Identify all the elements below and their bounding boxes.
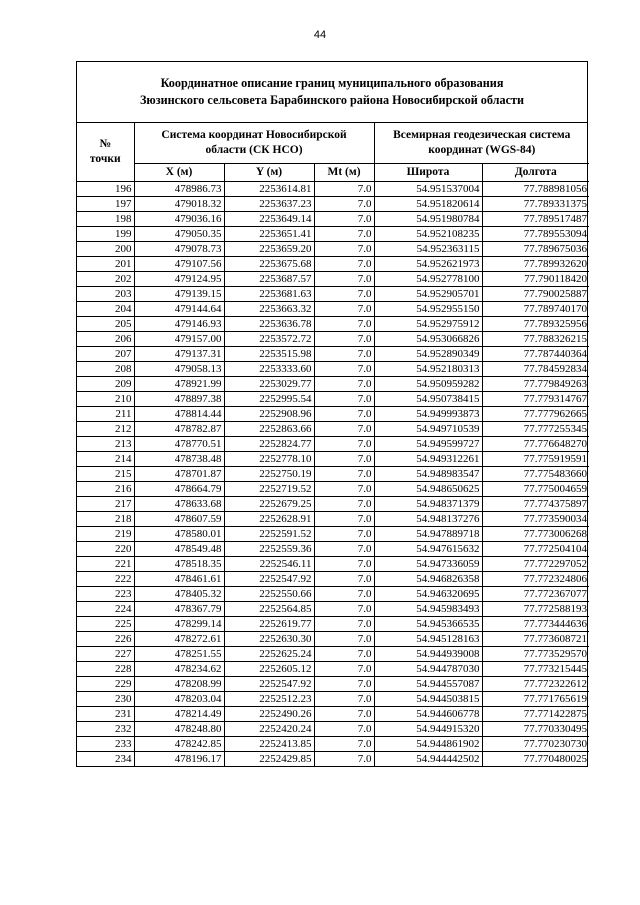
y-cell: 2253637.23 (224, 196, 314, 211)
table-row (77, 556, 589, 571)
longitude-cell: 77.770330495 (482, 721, 589, 736)
latitude-cell: 54.952905701 (374, 286, 482, 301)
x-cell: 478738.48 (134, 451, 224, 466)
latitude-cell: 54.951820614 (374, 196, 482, 211)
latitude-cell: 54.951980784 (374, 211, 482, 226)
table-row (77, 751, 589, 766)
y-cell: 2252863.66 (224, 421, 314, 436)
x-cell: 478633.68 (134, 496, 224, 511)
table-row (77, 496, 589, 511)
table-row (77, 706, 589, 721)
x-cell: 478986.73 (134, 181, 224, 196)
y-cell: 2253333.60 (224, 361, 314, 376)
latitude-cell: 54.953066826 (374, 331, 482, 346)
latitude-cell: 54.952890349 (374, 346, 482, 361)
y-cell: 2252679.25 (224, 496, 314, 511)
document-title-line-2: Зюзинского сельсовета Барабинского района Новосибирской области (139, 93, 525, 107)
y-cell: 2252550.66 (224, 586, 314, 601)
table-row (77, 616, 589, 631)
x-cell: 479137.31 (134, 346, 224, 361)
mt-cell: 7.0 (314, 286, 374, 301)
mt-cell: 7.0 (314, 691, 374, 706)
latitude-cell: 54.947615632 (374, 541, 482, 556)
table-row (77, 241, 589, 256)
mt-cell: 7.0 (314, 436, 374, 451)
header-wgs-line-2: координат (WGS-84) (428, 143, 536, 156)
point-number-cell: 213 (77, 436, 134, 451)
table-row (77, 661, 589, 676)
mt-cell: 7.0 (314, 376, 374, 391)
mt-cell: 7.0 (314, 676, 374, 691)
y-cell: 2252619.77 (224, 616, 314, 631)
point-number-cell: 217 (77, 496, 134, 511)
x-cell: 479146.93 (134, 316, 224, 331)
longitude-cell: 77.773590034 (482, 511, 589, 526)
y-cell: 2252628.91 (224, 511, 314, 526)
y-cell: 2253659.20 (224, 241, 314, 256)
header-latitude: Широта (374, 163, 482, 181)
x-cell: 478208.99 (134, 676, 224, 691)
x-cell: 479107.56 (134, 256, 224, 271)
latitude-cell: 54.948371379 (374, 496, 482, 511)
latitude-cell: 54.947336059 (374, 556, 482, 571)
coordinates-table (77, 123, 589, 766)
point-number-cell: 223 (77, 586, 134, 601)
y-cell: 2252630.30 (224, 631, 314, 646)
y-cell: 2253614.81 (224, 181, 314, 196)
header-nso-line-2: области (СК НСО) (205, 143, 303, 156)
longitude-cell: 77.784592834 (482, 361, 589, 376)
table-row (77, 361, 589, 376)
longitude-cell: 77.787440364 (482, 346, 589, 361)
x-cell: 478242.85 (134, 736, 224, 751)
latitude-cell: 54.944787030 (374, 661, 482, 676)
table-row (77, 391, 589, 406)
table-row (77, 286, 589, 301)
header-point-word: точки (89, 152, 121, 165)
header-nso-system (134, 123, 374, 163)
point-number-cell: 225 (77, 616, 134, 631)
mt-cell: 7.0 (314, 466, 374, 481)
mt-cell: 7.0 (314, 541, 374, 556)
longitude-cell: 77.789553094 (482, 226, 589, 241)
point-number-cell: 205 (77, 316, 134, 331)
mt-cell: 7.0 (314, 751, 374, 766)
latitude-cell: 54.945366535 (374, 616, 482, 631)
x-cell: 478897.38 (134, 391, 224, 406)
x-cell: 479124.95 (134, 271, 224, 286)
x-cell: 478251.55 (134, 646, 224, 661)
point-number-cell: 219 (77, 526, 134, 541)
mt-cell: 7.0 (314, 526, 374, 541)
x-cell: 478701.87 (134, 466, 224, 481)
latitude-cell: 54.949710539 (374, 421, 482, 436)
latitude-cell: 54.952975912 (374, 316, 482, 331)
point-number-cell: 233 (77, 736, 134, 751)
mt-cell: 7.0 (314, 646, 374, 661)
longitude-cell: 77.770230730 (482, 736, 589, 751)
point-number-cell: 202 (77, 271, 134, 286)
mt-cell: 7.0 (314, 256, 374, 271)
mt-cell: 7.0 (314, 226, 374, 241)
y-cell: 2253651.41 (224, 226, 314, 241)
mt-cell: 7.0 (314, 391, 374, 406)
longitude-cell: 77.779849263 (482, 376, 589, 391)
latitude-cell: 54.948137276 (374, 511, 482, 526)
y-cell: 2252420.24 (224, 721, 314, 736)
y-cell: 2253649.14 (224, 211, 314, 226)
x-cell: 478664.79 (134, 481, 224, 496)
table-row (77, 226, 589, 241)
x-cell: 479036.16 (134, 211, 224, 226)
table-row (77, 586, 589, 601)
latitude-cell: 54.944557087 (374, 676, 482, 691)
y-cell: 2252559.36 (224, 541, 314, 556)
x-cell: 478203.04 (134, 691, 224, 706)
y-cell: 2253687.57 (224, 271, 314, 286)
mt-cell: 7.0 (314, 496, 374, 511)
table-row (77, 436, 589, 451)
point-number-cell: 229 (77, 676, 134, 691)
point-number-cell: 222 (77, 571, 134, 586)
page-number: 44 (313, 29, 327, 41)
y-cell: 2252547.92 (224, 571, 314, 586)
header-wgs-line-1: Всемирная геодезическая система (393, 128, 571, 141)
point-number-cell: 218 (77, 511, 134, 526)
longitude-cell: 77.788326215 (482, 331, 589, 346)
longitude-cell: 77.773608721 (482, 631, 589, 646)
y-cell: 2252547.92 (224, 676, 314, 691)
mt-cell: 7.0 (314, 661, 374, 676)
y-cell: 2253515.98 (224, 346, 314, 361)
header-point-number (77, 123, 134, 181)
x-cell: 478196.17 (134, 751, 224, 766)
longitude-cell: 77.788981056 (482, 181, 589, 196)
y-cell: 2252995.54 (224, 391, 314, 406)
latitude-cell: 54.952955150 (374, 301, 482, 316)
point-number-cell: 199 (77, 226, 134, 241)
latitude-cell: 54.949312261 (374, 451, 482, 466)
longitude-cell: 77.771422875 (482, 706, 589, 721)
table-row (77, 511, 589, 526)
table-row (77, 631, 589, 646)
y-cell: 2253572.72 (224, 331, 314, 346)
point-number-cell: 197 (77, 196, 134, 211)
y-cell: 2252750.19 (224, 466, 314, 481)
x-cell: 478248.80 (134, 721, 224, 736)
table-row (77, 271, 589, 286)
x-cell: 478921.99 (134, 376, 224, 391)
longitude-cell: 77.773444636 (482, 616, 589, 631)
latitude-cell: 54.952778100 (374, 271, 482, 286)
table-row (77, 181, 589, 196)
latitude-cell: 54.949993873 (374, 406, 482, 421)
table-row (77, 196, 589, 211)
longitude-cell: 77.771765619 (482, 691, 589, 706)
x-cell: 478770.51 (134, 436, 224, 451)
point-number-cell: 201 (77, 256, 134, 271)
mt-cell: 7.0 (314, 271, 374, 286)
table-row (77, 406, 589, 421)
y-cell: 2252591.52 (224, 526, 314, 541)
point-number-cell: 208 (77, 361, 134, 376)
longitude-cell: 77.772588193 (482, 601, 589, 616)
latitude-cell: 54.944939008 (374, 646, 482, 661)
x-cell: 478367.79 (134, 601, 224, 616)
point-number-cell: 207 (77, 346, 134, 361)
longitude-cell: 77.772504104 (482, 541, 589, 556)
x-cell: 478299.14 (134, 616, 224, 631)
point-number-cell: 228 (77, 661, 134, 676)
mt-cell: 7.0 (314, 301, 374, 316)
latitude-cell: 54.948650625 (374, 481, 482, 496)
y-cell: 2252778.10 (224, 451, 314, 466)
x-cell: 478782.87 (134, 421, 224, 436)
mt-cell: 7.0 (314, 331, 374, 346)
table-row (77, 451, 589, 466)
table-row (77, 691, 589, 706)
table-row (77, 376, 589, 391)
point-number-cell: 204 (77, 301, 134, 316)
header-y: Y (м) (224, 163, 314, 181)
point-number-cell: 220 (77, 541, 134, 556)
longitude-cell: 77.777962665 (482, 406, 589, 421)
mt-cell: 7.0 (314, 601, 374, 616)
latitude-cell: 54.951537004 (374, 181, 482, 196)
longitude-cell: 77.772367077 (482, 586, 589, 601)
mt-cell: 7.0 (314, 736, 374, 751)
y-cell: 2252625.24 (224, 646, 314, 661)
document-title (77, 62, 587, 123)
latitude-cell: 54.952180313 (374, 361, 482, 376)
mt-cell: 7.0 (314, 511, 374, 526)
table-row (77, 541, 589, 556)
mt-cell: 7.0 (314, 196, 374, 211)
table-row (77, 676, 589, 691)
y-cell: 2252719.52 (224, 481, 314, 496)
point-number-cell: 231 (77, 706, 134, 721)
latitude-cell: 54.944861902 (374, 736, 482, 751)
longitude-cell: 77.790025887 (482, 286, 589, 301)
latitude-cell: 54.948983547 (374, 466, 482, 481)
point-number-cell: 230 (77, 691, 134, 706)
latitude-cell: 54.950959282 (374, 376, 482, 391)
point-number-cell: 212 (77, 421, 134, 436)
table-row (77, 466, 589, 481)
table-row (77, 421, 589, 436)
table-row (77, 601, 589, 616)
latitude-cell: 54.952363115 (374, 241, 482, 256)
point-number-cell: 200 (77, 241, 134, 256)
x-cell: 478272.61 (134, 631, 224, 646)
longitude-cell: 77.774375897 (482, 496, 589, 511)
mt-cell: 7.0 (314, 241, 374, 256)
table-row (77, 571, 589, 586)
mt-cell: 7.0 (314, 556, 374, 571)
table-row (77, 316, 589, 331)
table-row (77, 526, 589, 541)
x-cell: 478814.44 (134, 406, 224, 421)
longitude-cell: 77.789932620 (482, 256, 589, 271)
latitude-cell: 54.950738415 (374, 391, 482, 406)
point-number-cell: 209 (77, 376, 134, 391)
point-number-cell: 226 (77, 631, 134, 646)
y-cell: 2252908.96 (224, 406, 314, 421)
table-row (77, 346, 589, 361)
longitude-cell: 77.775004659 (482, 481, 589, 496)
header-wgs-system (374, 123, 589, 163)
point-number-cell: 215 (77, 466, 134, 481)
point-number-cell: 198 (77, 211, 134, 226)
y-cell: 2252512.23 (224, 691, 314, 706)
y-cell: 2253663.32 (224, 301, 314, 316)
longitude-cell: 77.789517487 (482, 211, 589, 226)
document-title-line-1: Координатное описание границ муниципального образования (160, 76, 504, 90)
header-x: X (м) (134, 163, 224, 181)
table-row (77, 736, 589, 751)
header-nso-line-1: Система координат Новосибирской (161, 128, 347, 141)
point-number-cell: 214 (77, 451, 134, 466)
table-row (77, 646, 589, 661)
y-cell: 2252546.11 (224, 556, 314, 571)
latitude-cell: 54.949599727 (374, 436, 482, 451)
point-number-cell: 203 (77, 286, 134, 301)
x-cell: 478234.62 (134, 661, 224, 676)
table-row (77, 481, 589, 496)
header-point-number-sign: № (99, 137, 112, 150)
mt-cell: 7.0 (314, 181, 374, 196)
mt-cell: 7.0 (314, 481, 374, 496)
x-cell: 478214.49 (134, 706, 224, 721)
latitude-cell: 54.952621973 (374, 256, 482, 271)
x-cell: 478549.48 (134, 541, 224, 556)
longitude-cell: 77.772324806 (482, 571, 589, 586)
x-cell: 479078.73 (134, 241, 224, 256)
table-row (77, 301, 589, 316)
mt-cell: 7.0 (314, 706, 374, 721)
latitude-cell: 54.944442502 (374, 751, 482, 766)
longitude-cell: 77.776648270 (482, 436, 589, 451)
coordinates-table-body (77, 181, 589, 766)
point-number-cell: 210 (77, 391, 134, 406)
latitude-cell: 54.944915320 (374, 721, 482, 736)
longitude-cell: 77.775919591 (482, 451, 589, 466)
mt-cell: 7.0 (314, 316, 374, 331)
point-number-cell: 216 (77, 481, 134, 496)
y-cell: 2252413.85 (224, 736, 314, 751)
x-cell: 479157.00 (134, 331, 224, 346)
table-row (77, 721, 589, 736)
x-cell: 479058.13 (134, 361, 224, 376)
mt-cell: 7.0 (314, 586, 374, 601)
latitude-cell: 54.946826358 (374, 571, 482, 586)
header-longitude: Долгота (482, 163, 589, 181)
y-cell: 2252429.85 (224, 751, 314, 766)
coordinates-table-frame (76, 61, 588, 767)
longitude-cell: 77.772322612 (482, 676, 589, 691)
point-number-cell: 232 (77, 721, 134, 736)
mt-cell: 7.0 (314, 406, 374, 421)
latitude-cell: 54.944606778 (374, 706, 482, 721)
x-cell: 479018.32 (134, 196, 224, 211)
longitude-cell: 77.789331375 (482, 196, 589, 211)
y-cell: 2252490.26 (224, 706, 314, 721)
x-cell: 478461.61 (134, 571, 224, 586)
latitude-cell: 54.945128163 (374, 631, 482, 646)
latitude-cell: 54.946320695 (374, 586, 482, 601)
point-number-cell: 234 (77, 751, 134, 766)
y-cell: 2253636.78 (224, 316, 314, 331)
latitude-cell: 54.944503815 (374, 691, 482, 706)
x-cell: 478518.35 (134, 556, 224, 571)
x-cell: 479139.15 (134, 286, 224, 301)
x-cell: 478405.32 (134, 586, 224, 601)
longitude-cell: 77.772297052 (482, 556, 589, 571)
point-number-cell: 206 (77, 331, 134, 346)
x-cell: 479050.35 (134, 226, 224, 241)
mt-cell: 7.0 (314, 346, 374, 361)
point-number-cell: 227 (77, 646, 134, 661)
header-mt: Mt (м) (314, 163, 374, 181)
table-row (77, 331, 589, 346)
point-number-cell: 224 (77, 601, 134, 616)
x-cell: 478580.01 (134, 526, 224, 541)
x-cell: 479144.64 (134, 301, 224, 316)
mt-cell: 7.0 (314, 571, 374, 586)
table-row (77, 211, 589, 226)
latitude-cell: 54.947889718 (374, 526, 482, 541)
mt-cell: 7.0 (314, 631, 374, 646)
x-cell: 478607.59 (134, 511, 224, 526)
latitude-cell: 54.952108235 (374, 226, 482, 241)
y-cell: 2253029.77 (224, 376, 314, 391)
y-cell: 2253675.68 (224, 256, 314, 271)
longitude-cell: 77.789675036 (482, 241, 589, 256)
longitude-cell: 77.790118420 (482, 271, 589, 286)
longitude-cell: 77.773006268 (482, 526, 589, 541)
longitude-cell: 77.777255345 (482, 421, 589, 436)
point-number-cell: 211 (77, 406, 134, 421)
y-cell: 2252564.85 (224, 601, 314, 616)
longitude-cell: 77.775483660 (482, 466, 589, 481)
y-cell: 2252605.12 (224, 661, 314, 676)
y-cell: 2252824.77 (224, 436, 314, 451)
mt-cell: 7.0 (314, 721, 374, 736)
point-number-cell: 196 (77, 181, 134, 196)
longitude-cell: 77.770480025 (482, 751, 589, 766)
mt-cell: 7.0 (314, 421, 374, 436)
mt-cell: 7.0 (314, 616, 374, 631)
longitude-cell: 77.779314767 (482, 391, 589, 406)
y-cell: 2253681.63 (224, 286, 314, 301)
longitude-cell: 77.789740170 (482, 301, 589, 316)
longitude-cell: 77.773529570 (482, 646, 589, 661)
mt-cell: 7.0 (314, 361, 374, 376)
point-number-cell: 221 (77, 556, 134, 571)
longitude-cell: 77.773215445 (482, 661, 589, 676)
mt-cell: 7.0 (314, 211, 374, 226)
latitude-cell: 54.945983493 (374, 601, 482, 616)
table-row (77, 256, 589, 271)
mt-cell: 7.0 (314, 451, 374, 466)
longitude-cell: 77.789325956 (482, 316, 589, 331)
